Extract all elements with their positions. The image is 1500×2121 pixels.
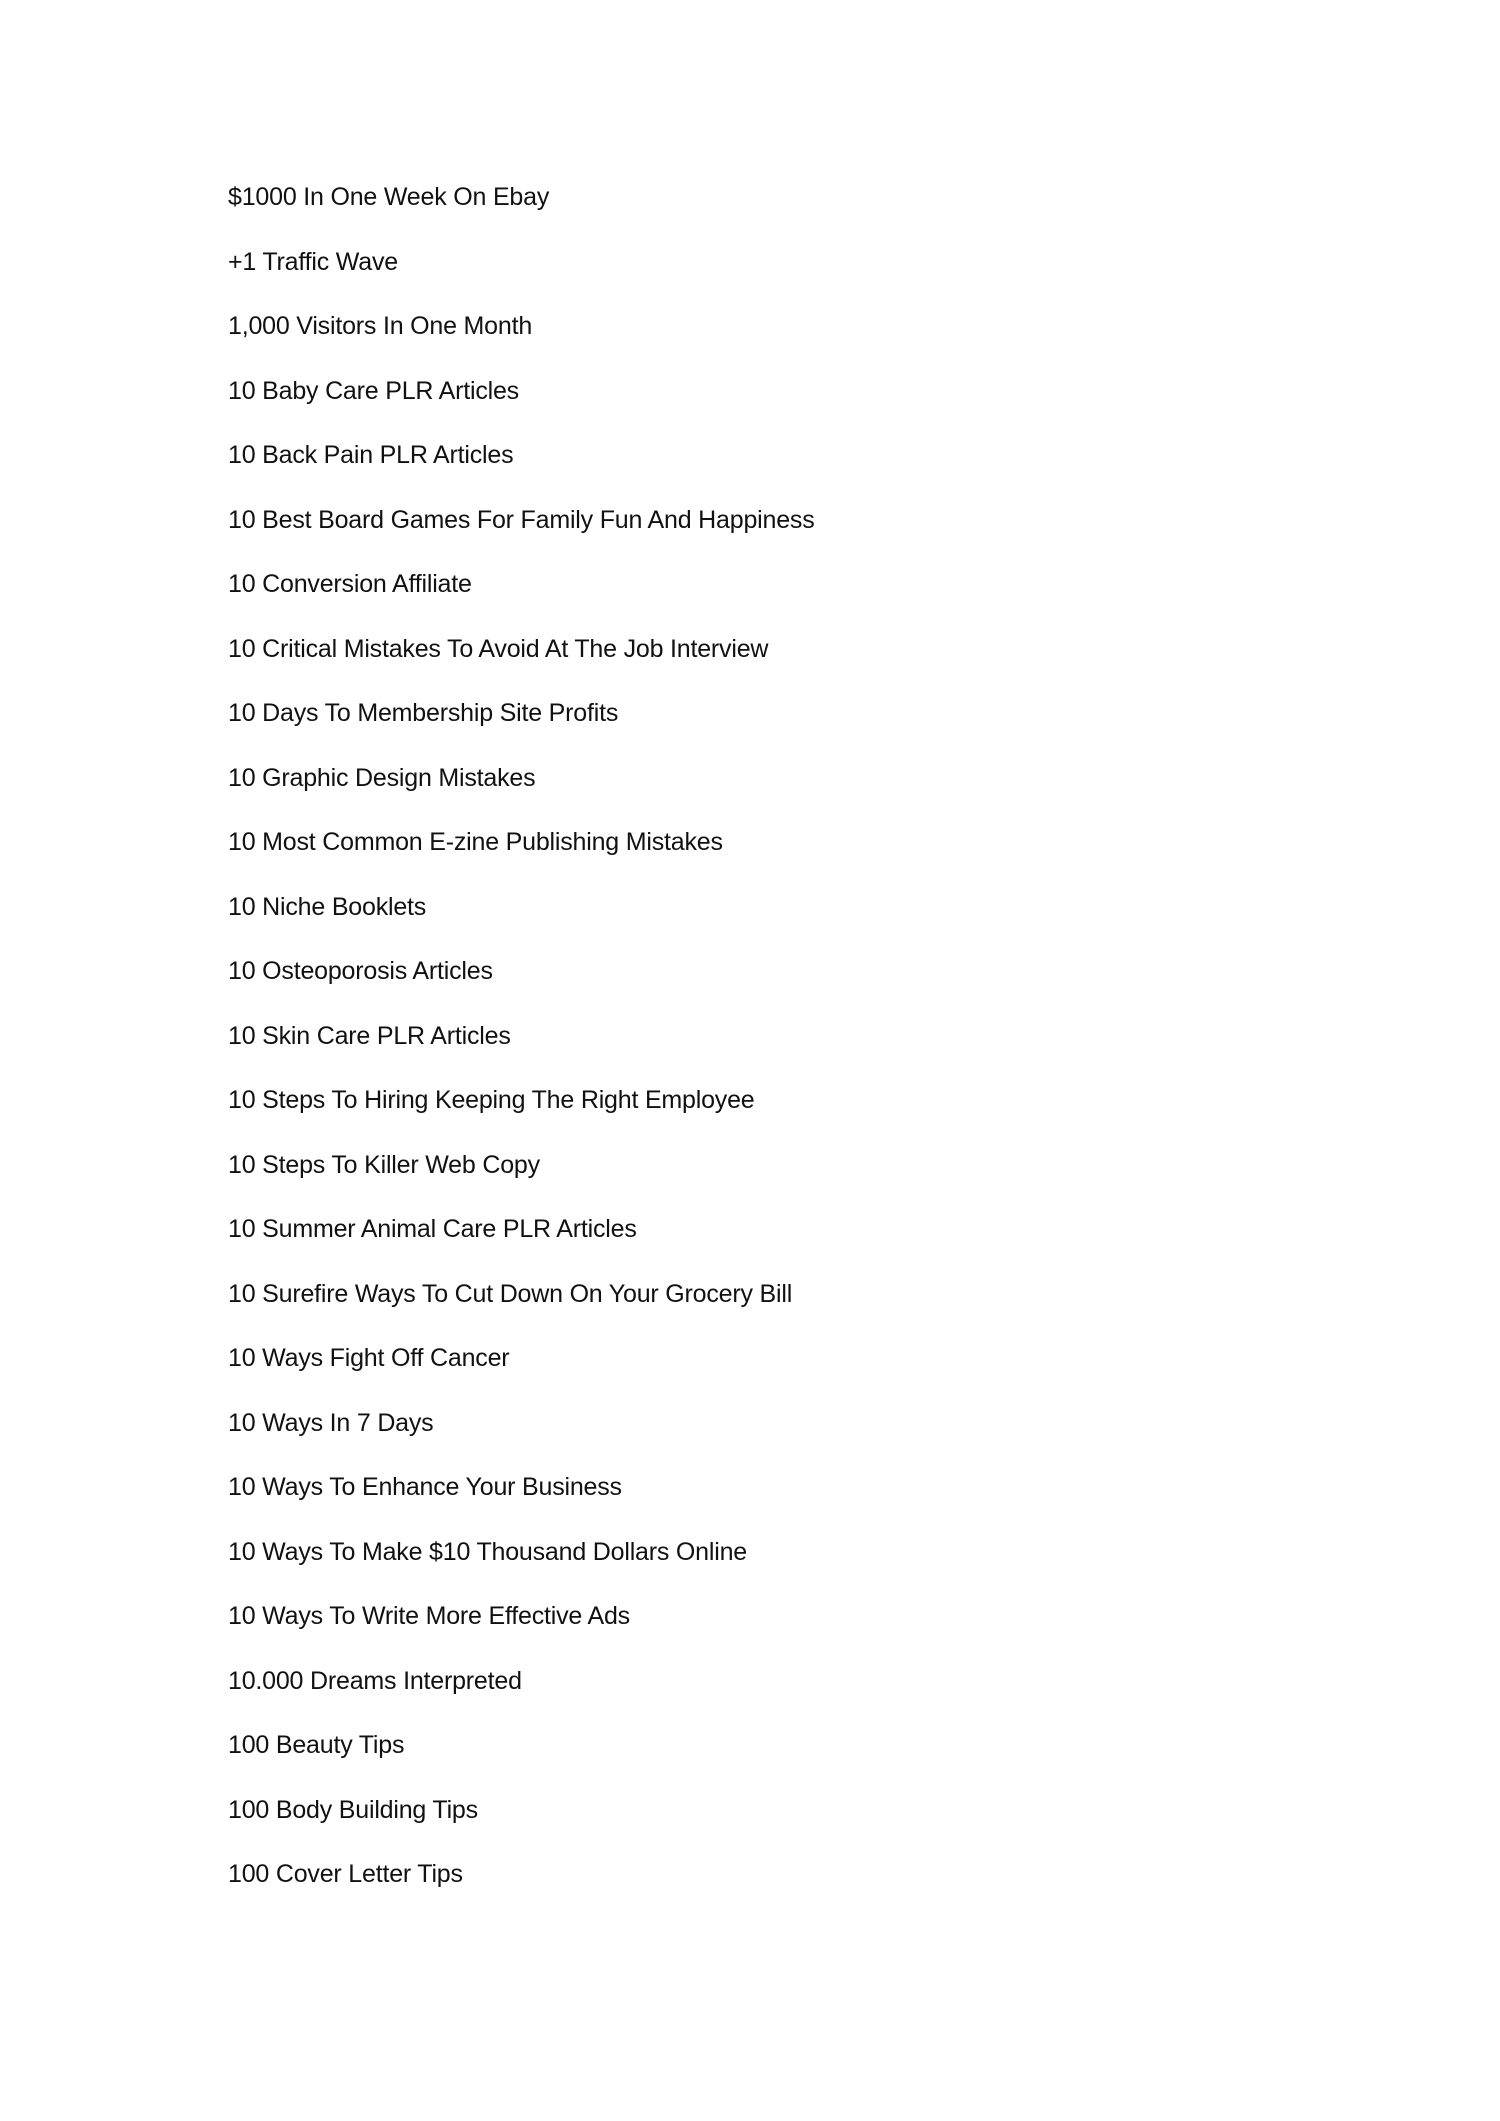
list-item: 10 Ways To Make $10 Thousand Dollars Online — [228, 1537, 748, 1566]
list-item: 10 Back Pain PLR Articles — [228, 441, 514, 469]
list-item: 1,000 Visitors In One Month — [228, 312, 533, 340]
list-item: 100 Cover Letter Tips — [228, 1860, 463, 1888]
list-item: 10 Best Board Games For Family Fun And Happiness — [228, 505, 815, 534]
list-item: 10 Steps To Killer Web Copy — [228, 1150, 540, 1179]
list-item: 10 Ways To Enhance Your Business — [228, 1473, 622, 1501]
list-item: +1 Traffic Wave — [228, 247, 398, 276]
list-item: 10 Osteoporosis Articles — [228, 957, 493, 985]
list-item: 10 Graphic Design Mistakes — [228, 763, 536, 792]
title-list — [228, 181, 815, 1923]
list-item: 10 Days To Membership Site Profits — [228, 699, 619, 727]
list-item: 10 Baby Care PLR Articles — [228, 376, 519, 405]
list-item: 10 Surefire Ways To Cut Down On Your Grocery Bill — [228, 1279, 793, 1308]
list-item: 10 Critical Mistakes To Avoid At The Job Interview — [228, 634, 769, 663]
list-item: 10 Conversion Affiliate — [228, 570, 472, 598]
list-item: 10 Ways In 7 Days — [228, 1408, 434, 1437]
list-item: 100 Beauty Tips — [228, 1731, 405, 1759]
list-item: 10 Ways To Write More Effective Ads — [228, 1602, 630, 1630]
list-item: 10 Summer Animal Care PLR Articles — [228, 1215, 637, 1243]
list-item: 10.000 Dreams Interpreted — [228, 1666, 522, 1695]
list-item: $1000 In One Week On Ebay — [228, 183, 550, 211]
list-item: 100 Body Building Tips — [228, 1795, 478, 1824]
list-item: 10 Skin Care PLR Articles — [228, 1021, 511, 1050]
list-item: 10 Ways Fight Off Cancer — [228, 1344, 510, 1372]
list-item: 10 Steps To Hiring Keeping The Right Employee — [228, 1086, 755, 1114]
list-item: 10 Most Common E-zine Publishing Mistakes — [228, 828, 723, 856]
list-item: 10 Niche Booklets — [228, 892, 427, 921]
